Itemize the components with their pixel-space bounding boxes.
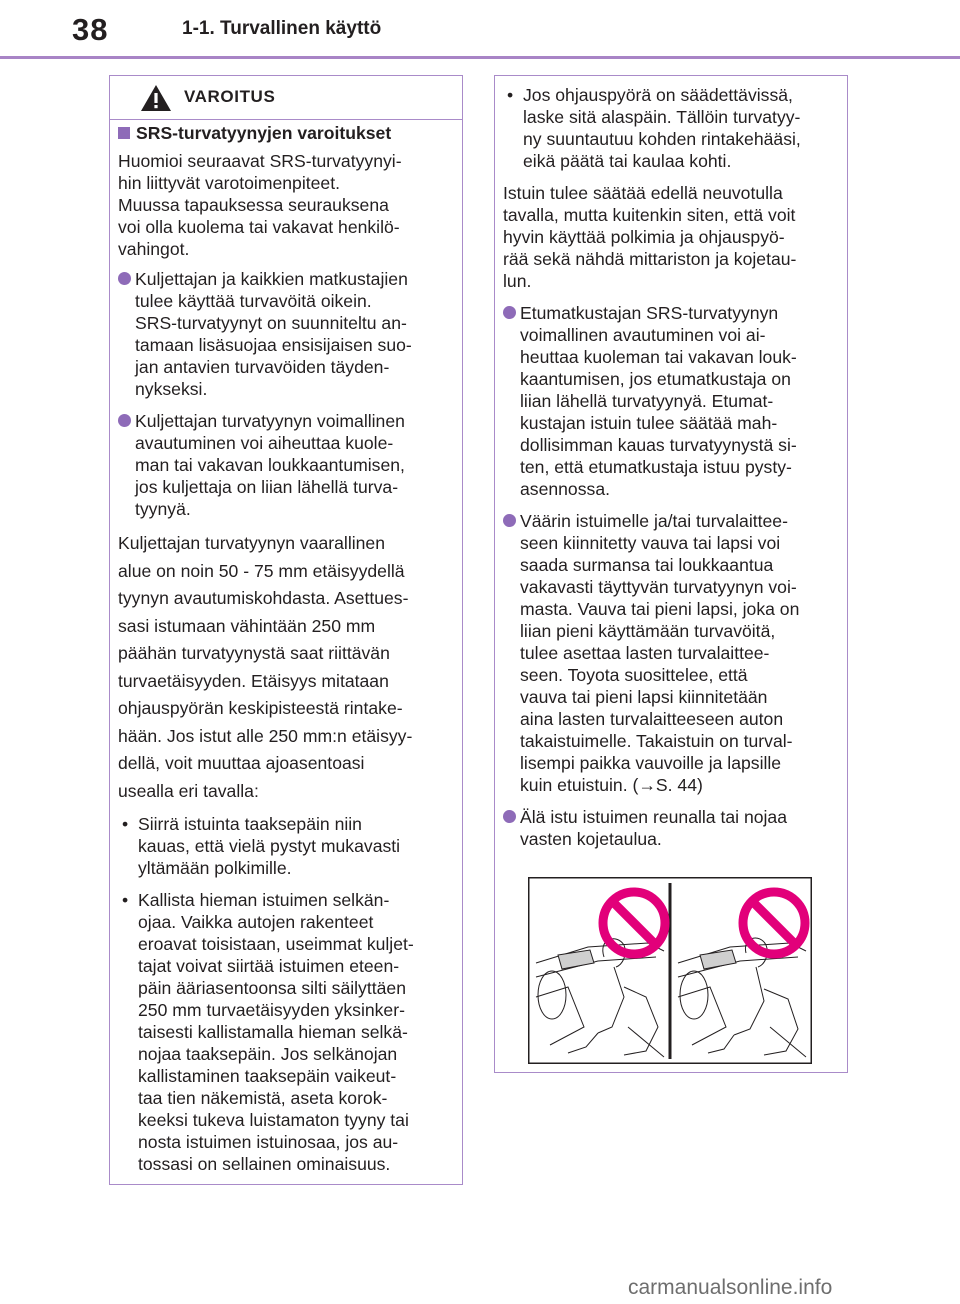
- bullet-text: Jos ohjauspyörä on säädettävissä, laske sitä alaspäin. Tällöin turvatyy- ny suuntautuu kohden rintakehääsi, eikä päätä tai kaulaa kohti.: [523, 85, 801, 171]
- section-title: [118, 122, 452, 144]
- bullet-text: Kallista hieman istuimen selkän- ojaa. Vaikka autojen rakenteet eroavat toisistaan, useimmat kuljet- tajat voivat siirtää istuimen eteen- päin ääriasentoonsa silti säilyttäen 250 mm turvaetäisyyden yksinker- taisesti kallistamalla hieman selkä- nojaa taaksepäin. Jos selkänojan kallistaminen taaksepäin vaikeut- taa tien näkemistä, aseta korok- keeksi tukeva luistamaton tyyny tai nosta istuimen istuinosaa, jos au- tossasi on sellainen ominaisuus.: [138, 890, 414, 1174]
- circle-bullet-icon: [503, 514, 516, 527]
- warning-title: VAROITUS: [184, 87, 276, 106]
- list-item-text: Älä istu istuimen reunalla tai nojaa vasten kojetaulua.: [520, 807, 787, 849]
- bullet-text: Siirrä istuinta taaksepäin niin kauas, että vielä pystyt mukavasti yltämään polkimille.: [138, 814, 401, 878]
- distance-paragraph: Kuljettajan turvatyynyn vaarallinen alue on noin 50 - 75 mm etäisyydellä tyynyn avautumiskohdasta. Asettues- sasi istumaan vähintään 250 mm päähän turvatyynystä saat riittävän turvaetäisyyden. Etäisyys mitataan ohjauspyörän keskipisteestä rintake- hään. Jos istut alle 250 mm:n etäisyy- dellä, voit muuttaa ajoasentoasi usealla eri tavalla:: [118, 533, 413, 801]
- warning-box-left: [109, 75, 463, 1185]
- warning-header: [110, 76, 462, 120]
- bullet-mark: •: [122, 814, 129, 834]
- list-item: [503, 806, 841, 850]
- square-bullet-icon: [118, 127, 130, 139]
- list-item-text: Kuljettajan ja kaikkien matkustajien tulee käyttää turvavöitä oikein. SRS-turvatyynyt on suunniteltu an- tamaan lisäsuojaa ensisijaisen suo- jan antavien turvavöiden täyden- nykseksi.: [135, 269, 412, 399]
- watermark: carmanualsonline.info: [628, 1276, 833, 1299]
- list-item: [118, 268, 452, 400]
- bullet-item: [118, 813, 452, 879]
- bullet-mark: •: [507, 85, 514, 105]
- list-item-text: Kuljettajan turvatyynyn voimallinen avautuminen voi aiheuttaa kuole- man tai vakavan loukkaantumisen, jos kuljettaja on liian lähellä turva- tyynyä.: [135, 411, 405, 519]
- bullet-mark: •: [122, 890, 129, 910]
- list-item: [503, 510, 841, 796]
- page-header: [0, 0, 960, 58]
- circle-bullet-icon: [118, 272, 131, 285]
- left-content: [118, 122, 452, 1185]
- header-rule: [0, 56, 960, 59]
- bullet-item: [118, 889, 452, 1175]
- list-item: [503, 302, 841, 500]
- incorrect-seating-illustration: [528, 877, 812, 1064]
- circle-bullet-icon: [118, 414, 131, 427]
- section-title-text: SRS-turvatyynyjen varoitukset: [136, 123, 392, 143]
- warning-intro: Huomioi seuraavat SRS-turvatyynyi- hin liittyvät varotoimenpiteet. Muussa tapauksessa seurauksena voi olla kuolema tai vakavat henkilö- vahingot.: [118, 151, 402, 259]
- list-item: [118, 410, 452, 520]
- seat-paragraph: Istuin tulee säätää edellä neuvotulla tavalla, mutta kuitenkin siten, että voit hyvin käyttää polkimia ja ohjauspyö- rää sekä nähdä mittariston ja kojetau- lun.: [503, 183, 797, 291]
- page-number: 38: [72, 12, 109, 47]
- circle-bullet-icon: [503, 810, 516, 823]
- circle-bullet-icon: [503, 306, 516, 319]
- warning-triangle-icon: [140, 84, 172, 112]
- chapter-title: 1-1. Turvallinen käyttö: [182, 18, 382, 39]
- list-item-text: Väärin istuimelle ja/tai turvalaittee- seen kiinnitetty vauva tai lapsi voi saada surmansa tai loukkaantua vakavasti täyttyvän turvatyynyn voi- masta. Vauva tai pieni lapsi, joka on liian pieni käyttämään turvavöitä, tulee asettaa lasten turvalaittee- seen. Toyota suosittelee, että vauva tai pieni lapsi kiinnitetään aina lasten turvalaitteeseen auton takaistuimelle. Takaistuin on turval- lisempi paikka vauvoille ja lapsille kuin etuistuin. (→S. 44): [520, 511, 800, 795]
- bullet-item: [503, 84, 841, 172]
- list-item-text: Etumatkustajan SRS-turvatyynyn voimallinen avautuminen voi ai- heuttaa kuoleman tai vakavan louk- kaantumisen, jos etumatkustaja on liian lähellä turvatyynyä. Etumat- kustajan istuin tulee säätää mah- dollisimman kauas turvatyynystä si- ten, että etumatkustaja istuu pysty- asennossa.: [520, 303, 797, 499]
- right-content: [503, 84, 841, 860]
